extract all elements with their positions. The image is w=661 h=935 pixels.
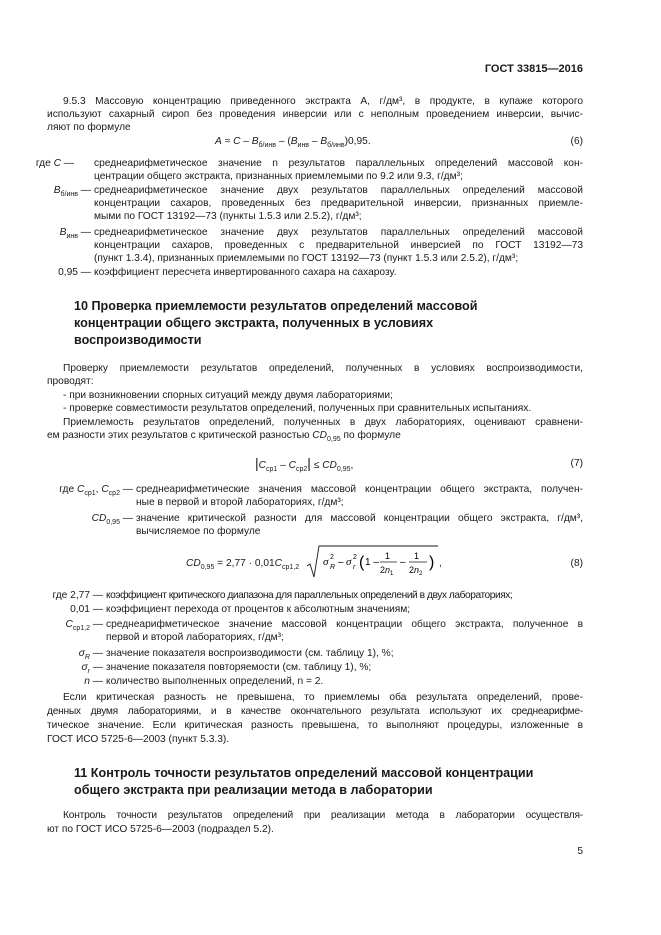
def8-sigmaR-line1: значение показателя воспроизводимости (см. таблицу 1), %; xyxy=(106,648,394,659)
def8-term-Ccp12: $C_{ср1,2}$ — xyxy=(65,619,103,633)
def8-term-n: n — xyxy=(84,676,103,687)
para-crit-line2: денных двумя лабораториями, и в качестве окончательного результата используют их среднеарифме- xyxy=(47,706,583,717)
para-crit-line4: ГОСТ ИСО 5725-6—2003 (пункт 5.3.3). xyxy=(47,734,230,745)
def7-Ccp-line2: ные в первой и второй лабораториях, г/дм³; xyxy=(136,497,344,508)
svg-text:1 –: 1 – xyxy=(365,557,379,568)
def8-sigmar-line1: значение показателя повторяемости (см. таблицу 1), %; xyxy=(106,662,372,673)
def8-term-001: 0,01 — xyxy=(70,604,103,615)
def6-term-Binv: $B_{инв}$ — xyxy=(59,227,91,241)
formula-8: $CD_{0,95} = 2,77 \cdot 0,01C_{ср1,2}$ xyxy=(186,558,300,572)
section10-p2-line1: Приемлемость результатов определений, полученных в двух лабораториях, оценивают сравнени- xyxy=(63,417,583,428)
formula-7: $|C_{ср1} - C_{ср2}| \le CD_{0,95}$, xyxy=(255,455,354,474)
svg-text:1: 1 xyxy=(414,551,420,561)
def7-Ccp-line1: среднеарифметические значения массовой концентрации общего экстракта, получен- xyxy=(136,484,583,495)
def7-CD-line2: вычисляемое по формуле xyxy=(136,526,261,537)
svg-text:(: ( xyxy=(359,554,365,571)
svg-text:): ) xyxy=(429,554,435,571)
def6-term-Bbinv: $B_{б/инв}$ — xyxy=(53,185,91,199)
svg-text:2: 2 xyxy=(330,554,334,561)
section10-title-line2: концентрации общего экстракта, полученных в условиях xyxy=(74,316,434,330)
def7-term-Ccp: где $C_{ср1}$, $C_{ср2}$ — xyxy=(59,484,133,498)
section11-p-line2: ют по ГОСТ ИСО 5725-6—2003 (подраздел 5.2). xyxy=(47,824,274,835)
formula-8-comma: , xyxy=(439,558,442,569)
para-953-line3: ляют по формуле xyxy=(47,122,131,133)
def6-Binv-line1: среднеарифметическое значение двух результатов параллельных определений массовой xyxy=(94,227,583,238)
svg-text:–: – xyxy=(400,557,406,568)
doc-id: ГОСТ 33815—2016 xyxy=(484,63,583,75)
para-953-line1: 9.5.3 Массовую концентрацию приведенного экстракта A, г/дм³, в продукте, в купаже которого xyxy=(63,96,583,107)
section10-title-line3: воспроизводимости xyxy=(74,333,202,347)
svg-text:R: R xyxy=(330,564,336,571)
formula-6: $A \approx C - B_{б/инв} - (B_{инв} - B_{б/инв})0,95$. xyxy=(215,136,371,150)
def8-n-line1: количество выполненных определений, n = 2. xyxy=(106,676,324,687)
def7-CD-line1: значение критической разности для массовой концентрации общего экстракта, г/дм³, xyxy=(136,513,583,524)
section10-bullet1: - при возникновении спорных ситуаций между двумя лабораториями; xyxy=(63,390,393,401)
def6-C-line1: среднеарифметическое значение n результатов параллельных определений массовой кон- xyxy=(94,158,583,169)
def8-Ccp12-line2: первой и второй лабораториях, г/дм³; xyxy=(106,632,284,643)
def6-Bbinv-line2: концентрации сахаров, проведенных без предварительной инверсии, признанных приемле- xyxy=(94,198,583,209)
def6-Binv-line2: концентрации сахаров, проведенных с предварительной инверсией по ГОСТ 13192—73 xyxy=(94,240,583,251)
section10-title-line1: 10 Проверка приемлемости результатов определений массовой xyxy=(74,299,478,313)
def8-term-sigmaR: $\sigma_R$ — xyxy=(78,648,103,662)
svg-text:2n2: $2n_2$ xyxy=(409,565,423,577)
svg-text:r: r xyxy=(353,564,356,571)
para-953-line2: используют сахарный сироп без проведения инверсии или с неполным проведением инверсии, вычис- xyxy=(47,109,583,120)
para-crit-line1: Если критическая разность не превышена, то приемлемы оба результата определений, прове- xyxy=(63,692,583,703)
section11-p-line1: Контроль точности результатов определений при реализации метода в лаборатории осуществля- xyxy=(63,810,583,821)
svg-text:σ: σ xyxy=(323,556,329,568)
formula-6-number: (6) xyxy=(570,136,583,147)
def6-term-C: где C — xyxy=(35,158,74,169)
svg-text:σ: σ xyxy=(346,556,352,568)
svg-text:2n1: $2n_1$ xyxy=(380,565,394,577)
def6-term-095: 0,95 — xyxy=(58,267,91,278)
def6-095-line1: коэффициент пересчета инвертированного сахара на сахарозу. xyxy=(94,267,397,278)
def8-277-line1: коэффициент критического диапазона для параллельных определений в двух лабораториях; xyxy=(106,590,513,601)
formula-8-number: (8) xyxy=(570,558,583,569)
formula-7-number: (7) xyxy=(570,458,583,469)
def8-001-line1: коэффициент перехода от процентов к абсолютным значениям; xyxy=(106,604,411,615)
def8-term-277: где 2,77 — xyxy=(52,590,103,601)
formula-8-root xyxy=(305,544,440,580)
section10-p1-line1: Проверку приемлемости результатов определений, полученных в условиях воспроизводимости, xyxy=(63,363,583,374)
svg-text:2: 2 xyxy=(353,554,357,561)
section11-title-line1: 11 Контроль точности результатов определений массовой концентрации xyxy=(74,766,534,780)
page-number: 5 xyxy=(577,846,583,857)
section10-bullet2: - проверке совместимости результатов определений, полученных при сравнительных испытаниях. xyxy=(63,403,532,414)
def8-Ccp12-line1: среднеарифметическое значение массовой концентрации общего экстракта, полученное в xyxy=(106,619,583,630)
def6-Bbinv-line3: мыми по ГОСТ 13192—73 (пункты 1.5.3 или 2.5.2), г/дм³; xyxy=(94,211,362,222)
section10-p1-line2: проводят: xyxy=(47,376,94,387)
section10-p2-line2: ем разности этих результатов с критической разностью $CD_{0,95}$ по формуле xyxy=(47,430,401,444)
svg-text:–: – xyxy=(338,557,344,568)
def6-Bbinv-line1: среднеарифметическое значение двух результатов параллельных определений массовой xyxy=(94,185,583,196)
section11-title-line2: общего экстракта при реализации метода в лаборатории xyxy=(74,783,433,797)
def8-term-sigmar: $\sigma_r$ — xyxy=(81,662,103,676)
para-crit-line3: тическое значение. Если критическая разность превышена, то выполняют процедуры, изложенные в xyxy=(47,720,583,731)
def6-Binv-line3: (пункт 1.3.4), признанных приемлемыми по ГОСТ 13192—73 (пункт 1.5.3 или 2.5.2), г/дм³; xyxy=(94,253,519,264)
svg-text:1: 1 xyxy=(385,551,391,561)
def6-C-line2: центрации общего экстракта, признанных приемлемыми по 9.2 или 9.3, г/дм³; xyxy=(94,171,463,182)
def7-term-CD: $CD_{0,95}$ — xyxy=(91,513,133,527)
